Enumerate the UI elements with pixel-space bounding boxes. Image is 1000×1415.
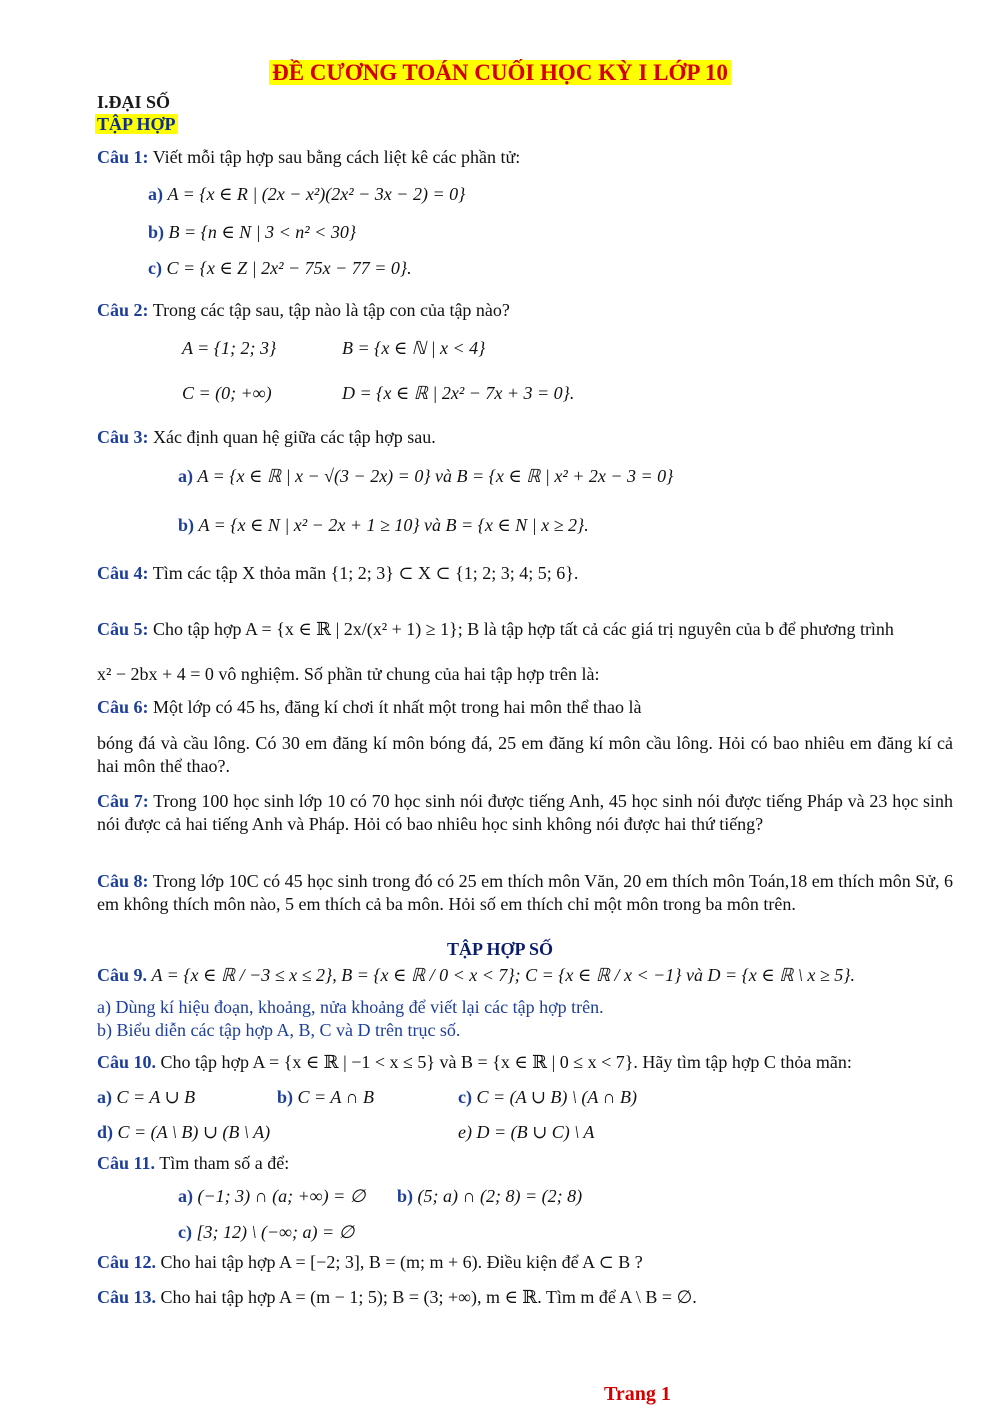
q10-item-a: a) C = A ∪ B bbox=[97, 1087, 196, 1107]
q1-item-b: b) B = {n ∈ N | 3 < n² < 30} bbox=[148, 222, 357, 242]
question-12: Câu 12. Cho hai tập hợp A = [−2; 3], B = (m; m + 6). Điều kiện để A ⊂ B ? bbox=[97, 1252, 643, 1272]
q11-item-c: c) [3; 12) \ (−∞; a) = ∅ bbox=[178, 1222, 355, 1242]
question-1: Câu 1: Viết mỗi tập hợp sau bằng cách liệt kê các phần tử: bbox=[97, 147, 521, 167]
q10-item-b: b) C = A ∩ B bbox=[277, 1087, 375, 1107]
question-5-continued: x² − 2bx + 4 = 0 vô nghiệm. Số phần tử chung của hai tập hợp trên là: bbox=[97, 664, 600, 684]
subsection-heading: TẬP HỢP bbox=[97, 114, 176, 134]
question-3: Câu 3: Xác định quan hệ giữa các tập hợp sau. bbox=[97, 427, 436, 447]
q10-item-d: d) C = (A \ B) ∪ (B \ A) bbox=[97, 1122, 271, 1142]
document-title: ĐỀ CƯƠNG TOÁN CUỐI HỌC KỲ I LỚP 10 bbox=[0, 60, 1000, 86]
question-5: Câu 5: Cho tập hợp A = {x ∈ ℝ | 2x/(x² + 1) ≥ 1}; B là tập hợp tất cả các giá trị nguyên của b để phương trình bbox=[97, 619, 894, 639]
question-7: Câu 7: Trong 100 học sinh lớp 10 có 70 học sinh nói được tiếng Anh, 45 học sinh nói được tiếng Pháp và 23 học sinh nói được cả hai tiếng Anh và Pháp. Hỏi có bao nhiêu học sinh không nói được hai thứ tiếng? bbox=[97, 791, 953, 834]
question-10: Câu 10. Cho tập hợp A = {x ∈ ℝ | −1 < x ≤ 5} và B = {x ∈ ℝ | 0 ≤ x < 7}. Hãy tìm tập hợp C thỏa mãn: bbox=[97, 1052, 852, 1072]
q1-item-c: c) C = {x ∈ Z | 2x² − 75x − 77 = 0}. bbox=[148, 258, 412, 278]
q1-item-a: a) A = {x ∈ R | (2x − x²)(2x² − 3x − 2) = 0} bbox=[148, 184, 466, 204]
q2-set-c: C = (0; +∞) bbox=[182, 383, 272, 403]
q3-item-a: a) A = {x ∈ ℝ | x − √(3 − 2x) = 0} và B = {x ∈ ℝ | x² + 2x − 3 = 0} bbox=[178, 466, 674, 486]
question-8: Câu 8: Trong lớp 10C có 45 học sinh trong đó có 25 em thích môn Văn, 20 em thích môn Toán,18 em thích môn Sử, 6 em không thích môn nào, 5 em thích cả ba môn. Hỏi số em thích chỉ một môn trong ba môn trên. bbox=[97, 871, 953, 914]
q3-item-b: b) A = {x ∈ N | x² − 2x + 1 ≥ 10} và B = {x ∈ N | x ≥ 2}. bbox=[178, 515, 589, 535]
question-6-continued: bóng đá và cầu lông. Có 30 em đăng kí môn bóng đá, 25 em đăng kí môn cầu lông. Hỏi có bao nhiêu em đăng kí cả hai môn thể thao?. bbox=[97, 733, 953, 776]
question-4: Câu 4: Tìm các tập X thỏa mãn {1; 2; 3} ⊂ X ⊂ {1; 2; 3; 4; 5; 6}. bbox=[97, 563, 579, 583]
q9-item-b: b) Biểu diễn các tập hợp A, B, C và D trên trục số. bbox=[97, 1020, 461, 1040]
subsection-heading-2: TẬP HỢP SỐ bbox=[446, 939, 554, 959]
question-9: Câu 9. A = {x ∈ ℝ / −3 ≤ x ≤ 2}, B = {x ∈ ℝ / 0 < x < 7}; C = {x ∈ ℝ / x < −1} và D = {x ∈ ℝ \ x ≥ 5}. bbox=[97, 965, 855, 985]
section-heading: I.ĐẠI SỐ bbox=[97, 92, 171, 112]
q11-item-b: b) (5; a) ∩ (2; 8) = (2; 8) bbox=[397, 1186, 583, 1206]
question-6: Câu 6: Một lớp có 45 hs, đăng kí chơi ít nhất một trong hai môn thể thao là bbox=[97, 697, 642, 717]
page-number: Trang 1 bbox=[604, 1383, 671, 1405]
q11-item-a: a) (−1; 3) ∩ (a; +∞) = ∅ bbox=[178, 1186, 366, 1206]
question-13: Câu 13. Cho hai tập hợp A = (m − 1; 5); B = (3; +∞), m ∈ ℝ. Tìm m để A \ B = ∅. bbox=[97, 1287, 697, 1307]
q2-set-a: A = {1; 2; 3} bbox=[182, 338, 277, 358]
q2-set-d: D = {x ∈ ℝ | 2x² − 7x + 3 = 0}. bbox=[342, 383, 575, 403]
q10-item-c: c) C = (A ∪ B) \ (A ∩ B) bbox=[458, 1087, 638, 1107]
q9-item-a: a) Dùng kí hiệu đoạn, khoảng, nửa khoảng để viết lại các tập hợp trên. bbox=[97, 997, 604, 1017]
q2-set-b: B = {x ∈ ℕ | x < 4} bbox=[342, 338, 486, 358]
q10-item-e: e) D = (B ∪ C) \ A bbox=[458, 1122, 595, 1142]
question-2: Câu 2: Trong các tập sau, tập nào là tập con của tập nào? bbox=[97, 300, 510, 320]
question-11: Câu 11. Tìm tham số a để: bbox=[97, 1153, 290, 1173]
